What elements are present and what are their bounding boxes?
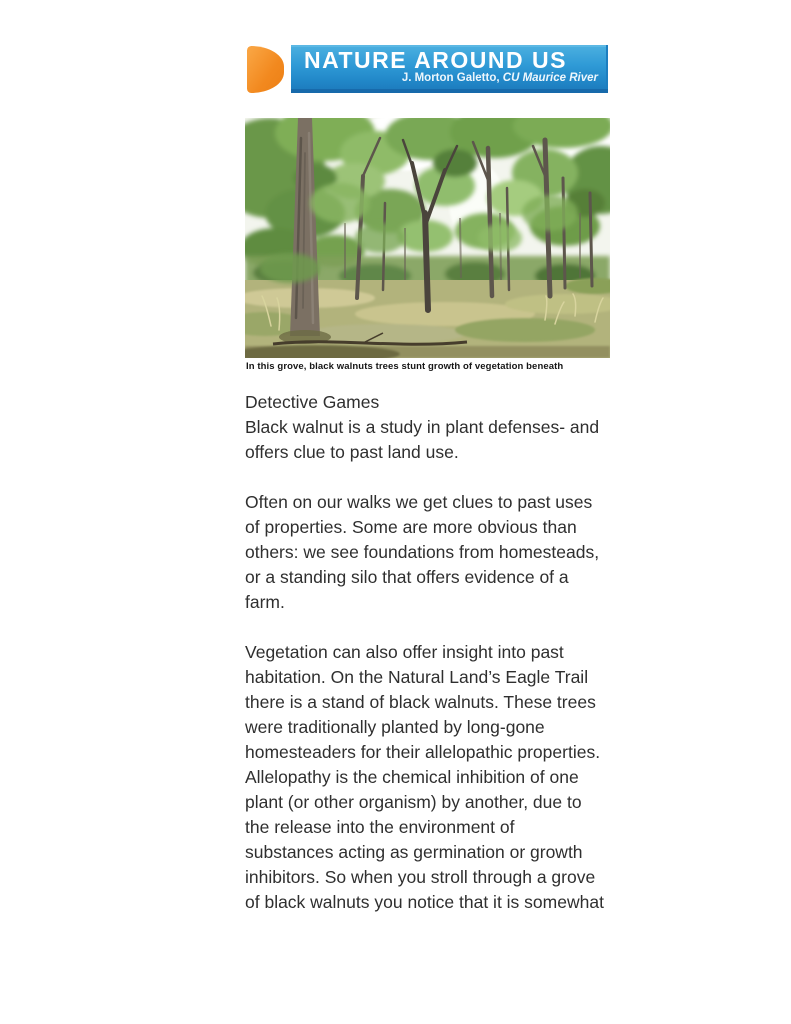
grove-photo-illustration xyxy=(245,118,610,358)
banner-title: NATURE AROUND US xyxy=(304,47,567,73)
banner-byline: J. Morton Galetto, xyxy=(401,72,503,84)
article-title: Detective Games xyxy=(245,392,380,412)
leaf-logo-icon xyxy=(247,46,284,93)
article-paragraph-1: Often on our walks we get clues to past uses of properties. Some are more obvious than others: we see foundations from homesteads, or a standing silo that offers evidence of a farm. xyxy=(245,492,600,612)
banner-subtitle xyxy=(402,72,598,84)
article-body xyxy=(245,390,607,915)
photo-caption: In this grove, black walnuts trees stunt growth of vegetation beneath xyxy=(246,361,564,372)
masthead-banner xyxy=(247,45,608,93)
banner-blue-field xyxy=(291,45,608,93)
grove-photo xyxy=(245,118,610,358)
banner-organization: CU Maurice River xyxy=(502,72,598,84)
logo-box xyxy=(247,45,291,93)
article-subtitle: Black walnut is a study in plant defenses- and offers clue to past land use. xyxy=(245,417,600,462)
article-paragraph-2: Vegetation can also offer insight into past habitation. On the Natural Land’s Eagle Trail there is a stand of black walnuts. These trees were traditionally planted by long-gone homesteaders for their allelopathic properties. Allelopathy is the chemical inhibition of one plant (or other organism) by another, due to the release into the environment of substances acting as germination or growth inhibitors. So when you stroll through a grove of black walnuts you notice that it is somewhat xyxy=(245,642,604,912)
